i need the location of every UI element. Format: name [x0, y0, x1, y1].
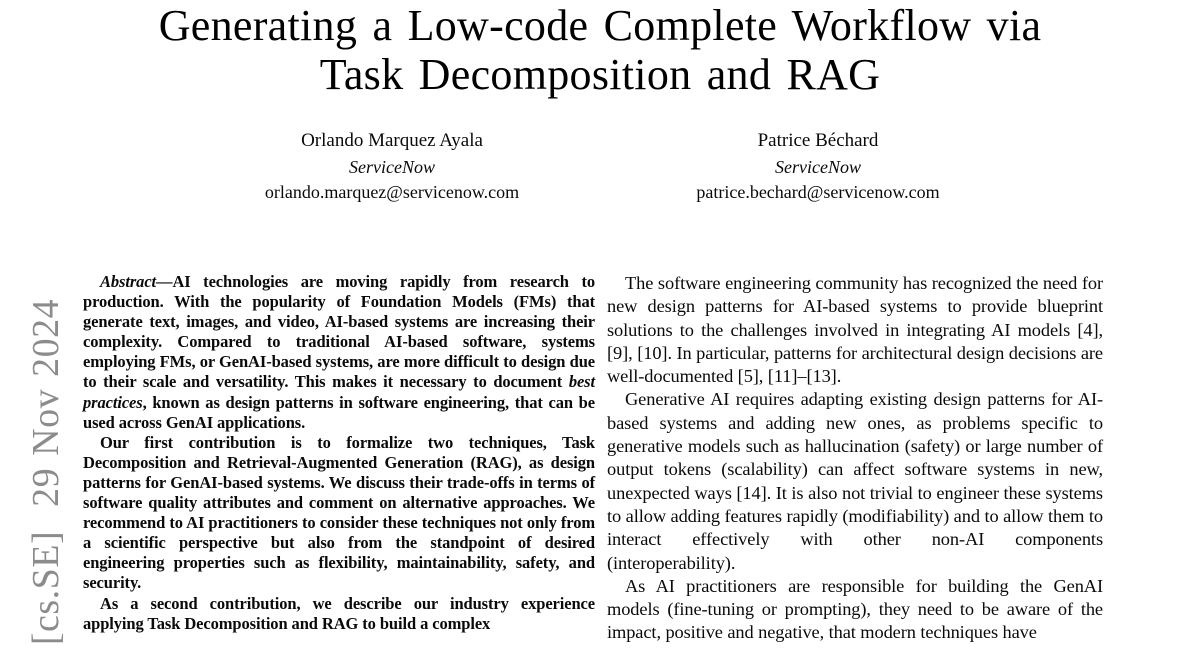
- abstract-emphasis: best practices: [83, 372, 595, 412]
- abstract-text-after-emphasis: , known as design patterns in software engineering, that can be used across GenAI applications.: [83, 392, 595, 432]
- author-email: patrice.bechard@servicenow.com: [696, 182, 940, 202]
- body-paragraph-2: Generative AI requires adapting existing design patterns for AI-based systems and adding new ones, as problems specific to generative models such as hallucination (safety) or large number of output tokens (scalability) can affect software systems in new, unexpected ways [14]. It is also not trivial to engineer these systems to allow adding features rapidly (modifiability) and to allow them to interact effectively with other non-AI components (interoperability).: [607, 389, 1103, 573]
- author-block-2: [696, 130, 939, 202]
- body-paragraph-3: As AI practitioners are responsible for building the GenAI models (fine-tuning or prompting), they need to be aware of the impact, positive and negative, that modern techniques have: [607, 575, 1103, 643]
- abstract-paragraph-1: [83, 272, 595, 433]
- abstract-text-before-emphasis: —AI technologies are moving rapidly from research to production. With the popularity of Foundation Models (FMs) that generate text, images, and video, AI-based systems are increasing their complexity. Compared to traditional AI-based software, systems employing FMs, or GenAI-based systems, are more difficult to design due to their scale and versatility. This makes it necessary to document: [83, 272, 595, 392]
- paper-title-line1: Generating a Low-code Complete Workflow via: [158, 1, 1042, 50]
- arxiv-watermark: [cs.SE] 29 Nov 2024: [25, 298, 67, 646]
- abstract-label: Abstract: [100, 272, 157, 291]
- author-affiliation: ServiceNow: [349, 157, 435, 177]
- author-block-1: [265, 130, 519, 202]
- abstract-column: [83, 272, 595, 634]
- author-name: Patrice Béchard: [757, 130, 879, 151]
- introduction-column: [607, 272, 1103, 645]
- author-affiliation: ServiceNow: [775, 157, 861, 177]
- author-name: Orlando Marquez Ayala: [301, 130, 483, 151]
- abstract-paragraph-2: Our first contribution is to formalize two techniques, Task Decomposition and Retrieval-Augmented Generation (RAG), as design patterns for GenAI-based systems. We discuss their trade-offs in terms of software quality attributes and comment on alternative approaches. We recommend to AI practitioners to consider these techniques not only from a scientific perspective but also from the standpoint of desired engineering properties such as flexibility, maintainability, safety, and security.: [83, 432, 595, 593]
- abstract-paragraph-3: As a second contribution, we describe our industry experience applying Task Decomposition and RAG to build a complex: [83, 593, 595, 633]
- author-email: orlando.marquez@servicenow.com: [264, 182, 520, 202]
- body-paragraph-1: The software engineering community has recognized the need for new design patterns for AI-based systems to provide blueprint solutions to the challenges involved in integrating AI models [4], [9], [10]. In particular, patterns for architectural design decisions are well-documented [5], [11]–[13].: [607, 273, 1103, 387]
- paper-title: [0, 1, 1200, 99]
- paper-title-line2: Task Decomposition and RAG: [319, 50, 881, 99]
